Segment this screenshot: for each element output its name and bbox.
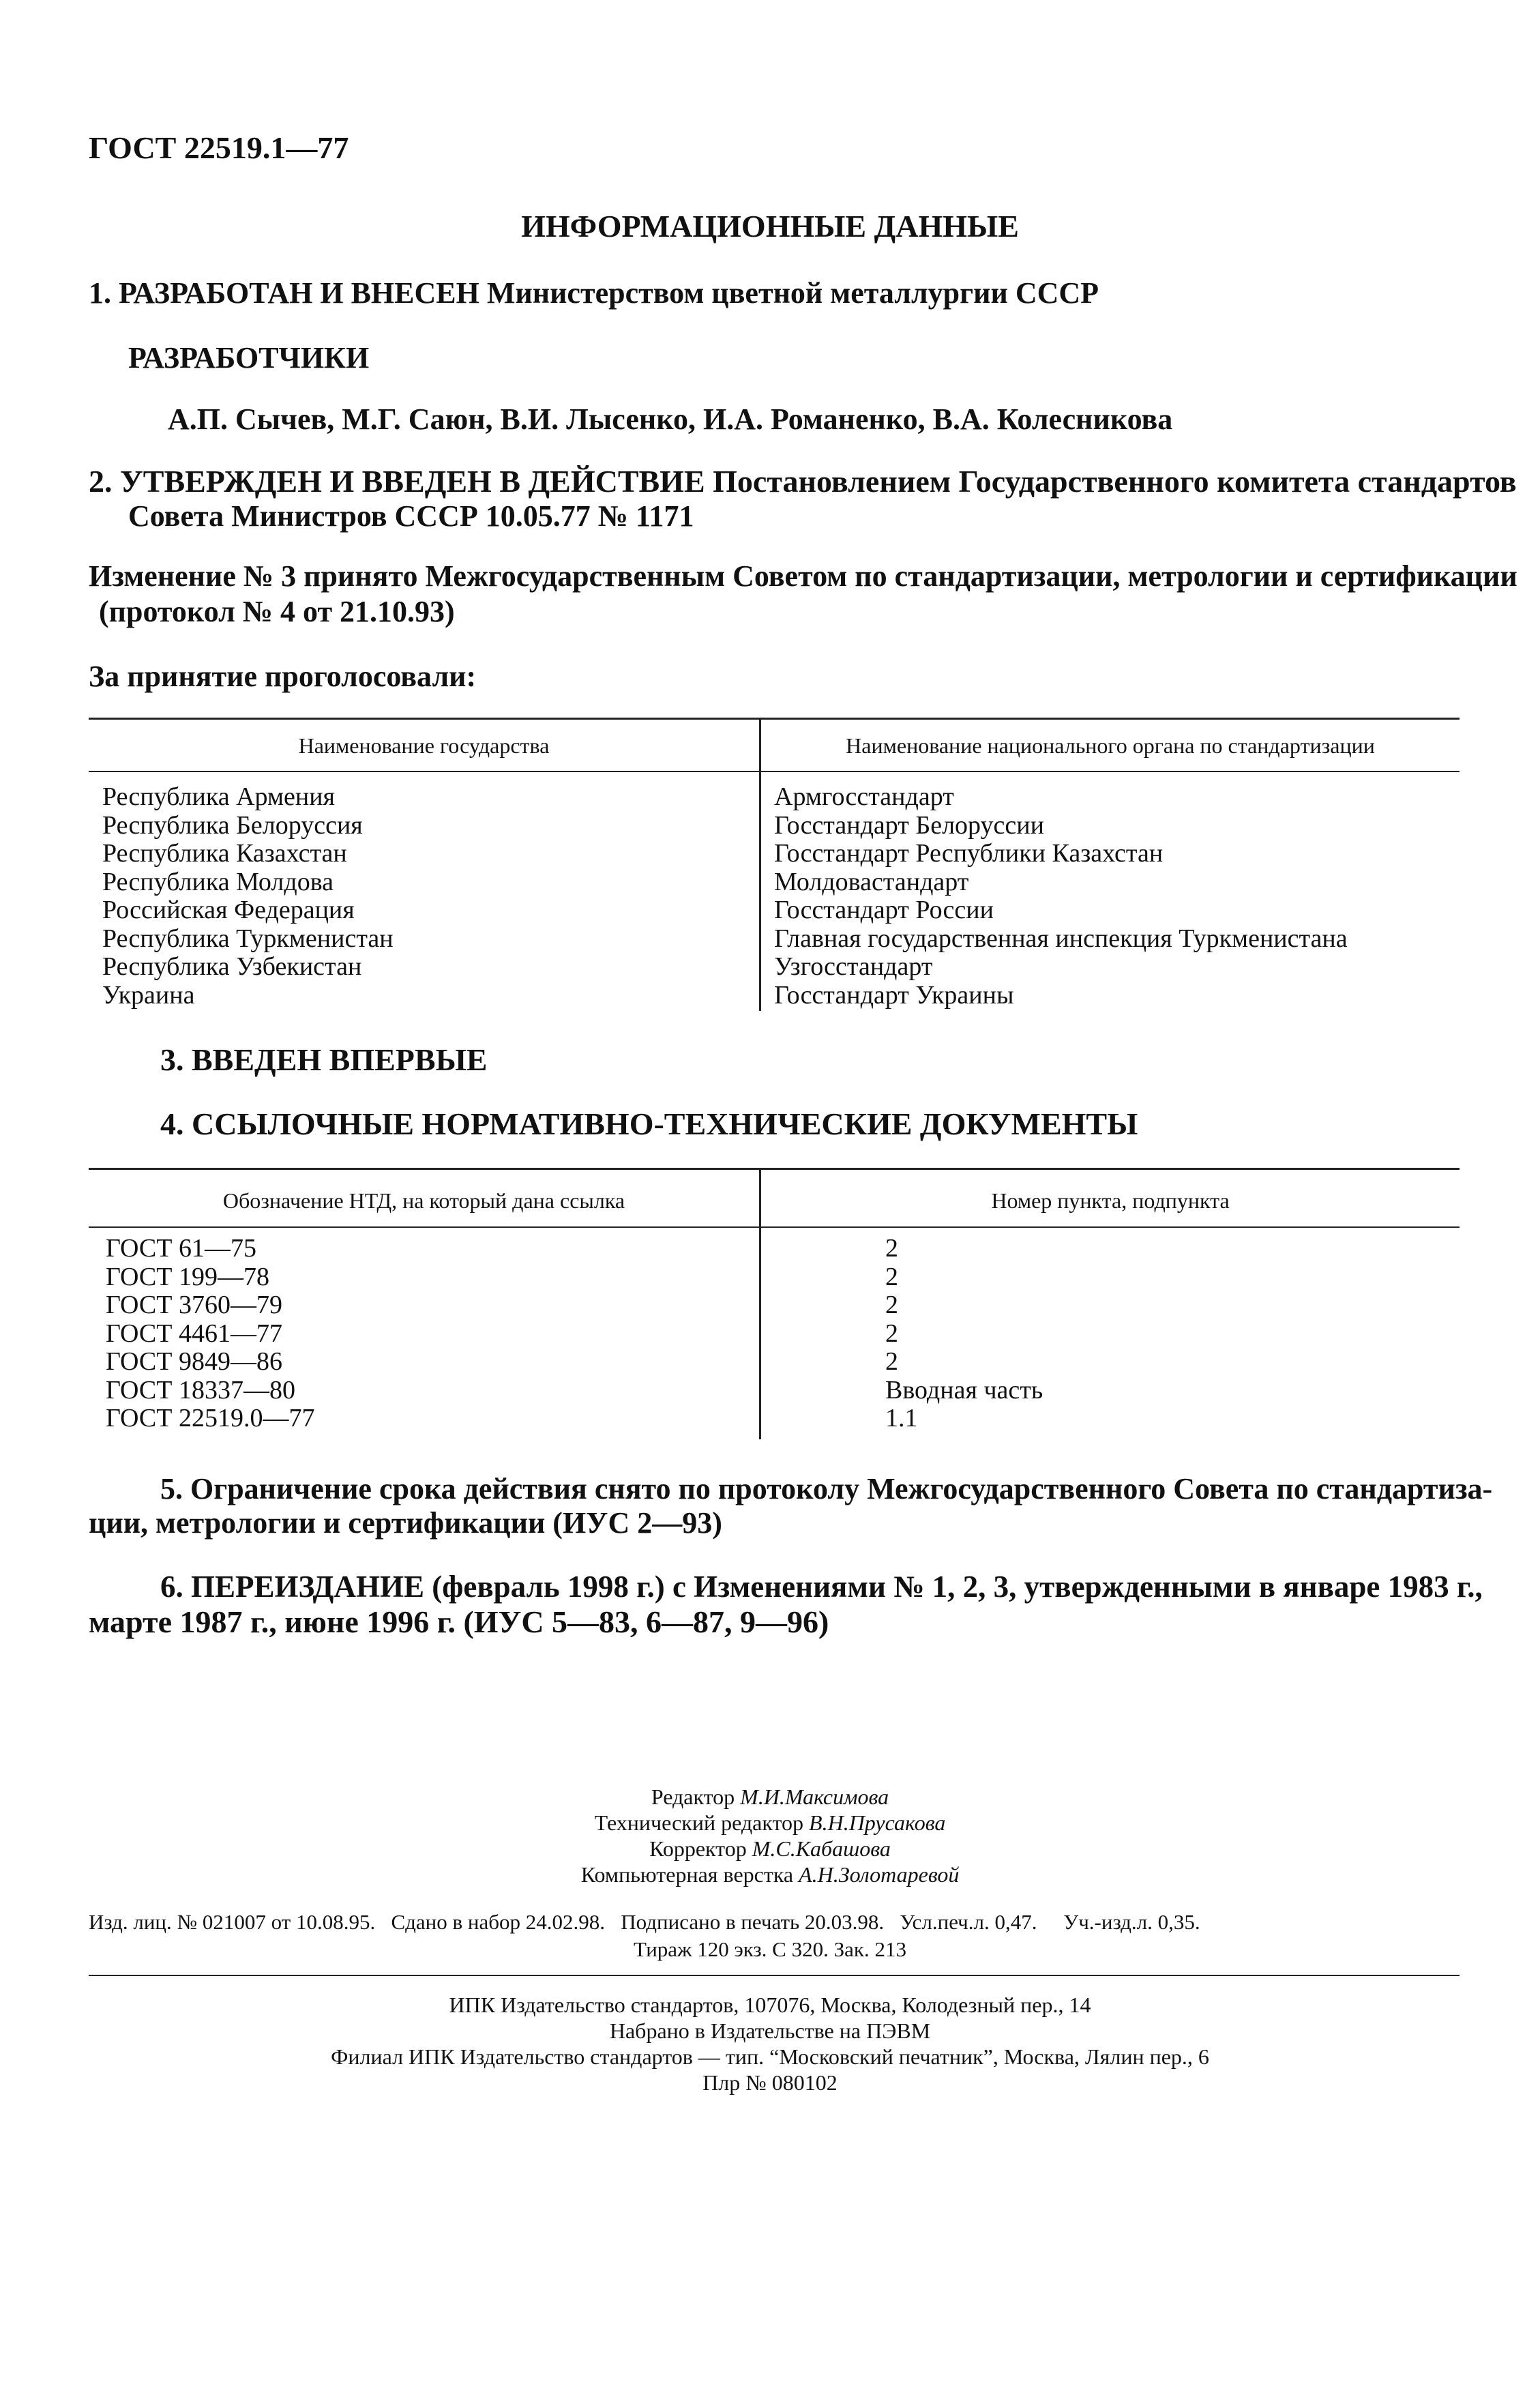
state-row: Республика Молдова <box>102 867 334 896</box>
states-column <box>102 783 394 1010</box>
state-row: Республика Белоруссия <box>102 810 363 840</box>
developers-list: А.П. Сычев, М.Г. Саюн, В.И. Лысенко, И.А. Романенко, В.А. Колесникова <box>168 402 1173 436</box>
ref-point-row: 2 <box>885 1262 898 1291</box>
item-1 <box>89 276 1099 310</box>
states-header-body: Наименование национального органа по стандартизации <box>846 733 1375 758</box>
item-2 <box>89 464 1517 499</box>
state-row: Российская Федерация <box>102 896 355 924</box>
item-2-number: 2. <box>89 464 113 499</box>
ref-point-row: 2 <box>885 1347 898 1376</box>
states-table-top-rule <box>89 718 1460 720</box>
credits-block <box>0 1784 1540 1887</box>
refs-doc-column <box>106 1235 315 1433</box>
state-row: Республика Узбекистан <box>102 952 362 981</box>
body-row: Госстандарт России <box>774 896 994 924</box>
ref-doc-row: ГОСТ 4461—77 <box>106 1319 282 1348</box>
item-1-number: 1. <box>89 276 111 310</box>
ref-doc-row: ГОСТ 3760—79 <box>106 1291 282 1319</box>
ref-doc-row: ГОСТ 18337—80 <box>106 1375 295 1405</box>
refs-header-doc: Обозначение НТД, на который дана ссылка <box>222 1188 625 1213</box>
ref-doc-row: ГОСТ 22519.0—77 <box>106 1404 315 1432</box>
state-row: Республика Казахстан <box>102 839 347 868</box>
states-table-header-rule <box>89 771 1460 772</box>
credit-tech-editor: Технический редактор В.Н.Прусакова <box>594 1810 946 1835</box>
item-6-line1: 6. ПЕРЕИЗДАНИЕ (февраль 1998 г.) с Изменениями № 1, 2, 3, утвержденными в январе 1983 г., <box>160 1570 1483 1604</box>
states-header-state: Наименование государства <box>298 733 550 758</box>
page-title: ИНФОРМАЦИОННЫЕ ДАННЫЕ <box>521 209 1019 244</box>
ref-doc-row: ГОСТ 9849—86 <box>106 1347 282 1376</box>
body-row: Молдовастандарт <box>774 867 969 896</box>
body-row: Госстандарт Белоруссии <box>774 810 1044 840</box>
credit-editor: Редактор М.И.Максимова <box>651 1784 889 1809</box>
body-row: Узгосстандарт <box>774 952 933 981</box>
ref-point-row: 2 <box>885 1291 898 1319</box>
state-row: Украина <box>102 980 195 1010</box>
credit-layout: Компьютерная верстка А.Н.Золотаревой <box>580 1862 960 1887</box>
amendment-line2: (протокол № 4 от 21.10.93) <box>99 595 455 628</box>
publisher-line: ИПК Издательство стандартов, 107076, Москва, Колодезный пер., 14 <box>449 1993 1091 2017</box>
item-6-line2: марте 1987 г., июне 1996 г. (ИУС 5—83, 6—87, 9—96) <box>89 1604 829 1639</box>
ref-point-row: 2 <box>885 1319 898 1348</box>
item-1-lead: РАЗРАБОТАН И ВНЕСЕН <box>119 276 479 310</box>
body-row: Госстандарт Республики Казахстан <box>774 839 1164 868</box>
refs-header-point: Номер пункта, подпункта <box>991 1188 1230 1213</box>
body-row: Главная государственная инспекция Туркменистана <box>774 924 1348 953</box>
print-info-line2: Тираж 120 экз. С 320. Зак. 213 <box>634 1937 906 1961</box>
item-2-line2: Совета Министров СССР 10.05.77 № 1171 <box>128 499 694 533</box>
refs-table-header-rule <box>89 1226 1460 1228</box>
item-2-lead: УТВЕРЖДЕН И ВВЕДЕН В ДЕЙСТВИЕ <box>120 464 705 499</box>
publisher-line: Филиал ИПК Издательство стандартов — тип. “Московский печатник”, Москва, Лялин пер., 6 <box>331 2044 1209 2069</box>
ref-doc-row: ГОСТ 199—78 <box>106 1262 269 1291</box>
body-row: Армгосстандарт <box>774 782 954 811</box>
print-info-line1: Изд. лиц. № 021007 от 10.08.95. Сдано в набор 24.02.98. Подписано в печать 20.03.98. Усл.печ.л. 0,47. Уч.-изд.л. 0,35. <box>89 1910 1200 1934</box>
credit-corrector: Корректор М.С.Кабашова <box>649 1836 891 1861</box>
ref-point-row: 2 <box>885 1234 898 1263</box>
publisher-line: Плр № 080102 <box>702 2070 838 2095</box>
publisher-block <box>0 1992 1540 2096</box>
item-5-line2: ции, метрологии и сертификации (ИУС 2—93) <box>89 1506 722 1540</box>
item-4: 4. ССЫЛОЧНЫЕ НОРМАТИВНО-ТЕХНИЧЕСКИЕ ДОКУМЕНТЫ <box>160 1106 1138 1141</box>
ref-point-row: 1.1 <box>885 1404 918 1432</box>
item-1-text: Министерством цветной металлургии СССР <box>486 276 1099 310</box>
state-row: Республика Туркменистан <box>102 924 394 953</box>
body-row: Госстандарт Украины <box>774 980 1014 1010</box>
publisher-line: Набрано в Издательстве на ПЭВМ <box>609 2018 931 2043</box>
item-2-text: Постановлением Государственного комитета стандартов <box>713 464 1517 499</box>
document-code: ГОСТ 22519.1—77 <box>89 130 349 165</box>
ref-point-row: Вводная часть <box>885 1375 1043 1405</box>
amendment-line1: Изменение № 3 принято Межгосударственным Советом по стандартизации, метрологии и сертификации <box>89 559 1517 593</box>
item-3: 3. ВВЕДЕН ВПЕРВЫЕ <box>160 1042 488 1077</box>
ref-doc-row: ГОСТ 61—75 <box>106 1234 256 1263</box>
bodies-column <box>774 783 1348 1010</box>
item-5-line1: 5. Ограничение срока действия снято по протоколу Межгосударственного Совета по стандартиза- <box>160 1472 1493 1505</box>
voted-label: За принятие проголосовали: <box>89 660 477 693</box>
developers-label: РАЗРАБОТЧИКИ <box>128 341 370 374</box>
refs-point-column <box>885 1235 1043 1433</box>
imprint-rule <box>89 1975 1460 1976</box>
refs-table-top-rule <box>89 1168 1460 1170</box>
states-table-divider <box>759 718 761 1011</box>
state-row: Республика Армения <box>102 782 336 811</box>
